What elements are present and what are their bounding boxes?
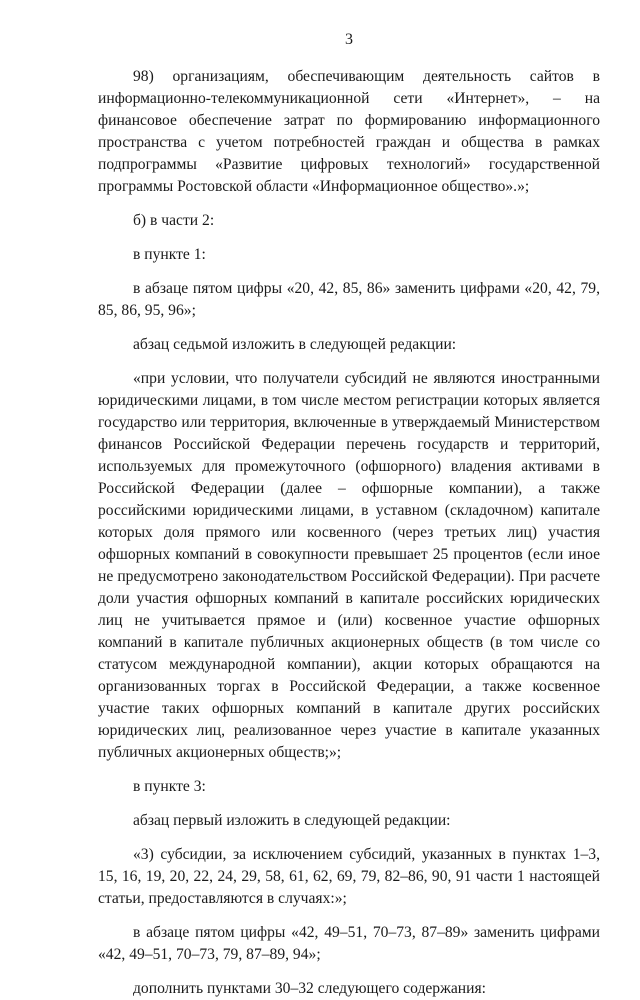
paragraph-offshore-condition: «при условии, что получатели субсидий не являются иностранными юридическими лицами, в том числе местом регистрации которых является государство или территория, включенные в утверждаемый Министерством финансов Российской Федерации перечень государств и территорий, используемых для промежуточного (офшорного) владения активами в Российской Федерации (далее – офшорные компании), а также российскими юридическими лицами, в уставном (складочном) капитале которых доля прямого или косвенного (через третьих лиц) участия офшорных компаний в совокупности превышает 25 процентов (если иное не предусмотрено законодательством Российской Федерации). При расчете доли участия офшорных компаний в капитале российских юридических лиц не учитывается прямое и (или) косвенное участие офшорных компаний в капитале публичных акционерных обществ (в том числе со статусом международной компании), акции которых обращаются на организованных торгах в Российской Федерации, а также косвенное участие таких офшорных компаний в капитале других российских юридических лиц, реализованное через участие в капитале указанных публичных акционерных обществ;»; bbox=[98, 370, 600, 761]
paragraph-abzac-5-replace-2: в абзаце пятом цифры «42, 49–51, 70–73, 87–89» заменить цифрами «42, 49–51, 70–73, 79, 87–89, 94»; bbox=[98, 924, 600, 963]
paragraph-abzac-1-intro: абзац первый изложить в следующей редакции: bbox=[133, 812, 451, 829]
paragraph-add-items: дополнить пунктами 30–32 следующего содержания: bbox=[133, 980, 486, 997]
paragraph-abzac-7-intro: абзац седьмой изложить в следующей редакции: bbox=[133, 336, 457, 353]
paragraph-subsidies-list: «3) субсидии, за исключением субсидий, указанных в пунктах 1–3, 15, 16, 19, 20, 22, 24, 29, 58, 61, 62, 69, 79, 82–86, 90, 91 части 1 настоящей статьи, предоставляются в случаях:»; bbox=[98, 846, 600, 907]
paragraph-clause-3: в пункте 3: bbox=[133, 778, 206, 795]
paragraph-clause-1: в пункте 1: bbox=[133, 246, 206, 263]
page-number: 3 bbox=[345, 31, 353, 48]
paragraph-part-2: б) в части 2: bbox=[133, 212, 215, 229]
paragraph-abzac-5-replace: в абзаце пятом цифры «20, 42, 85, 86» заменить цифрами «20, 42, 79, 85, 86, 95, 96»; bbox=[98, 280, 600, 319]
paragraph-item-98: 98) организациям, обеспечивающим деятельность сайтов в информационно-телекоммуникационной сети «Интернет», – на финансовое обеспечение затрат по формированию информационного пространства с учетом потребностей граждан и общества в рамках подпрограммы «Развитие цифровых технологий» государственной программы Ростовской области «Информационное общество».»; bbox=[98, 68, 600, 195]
